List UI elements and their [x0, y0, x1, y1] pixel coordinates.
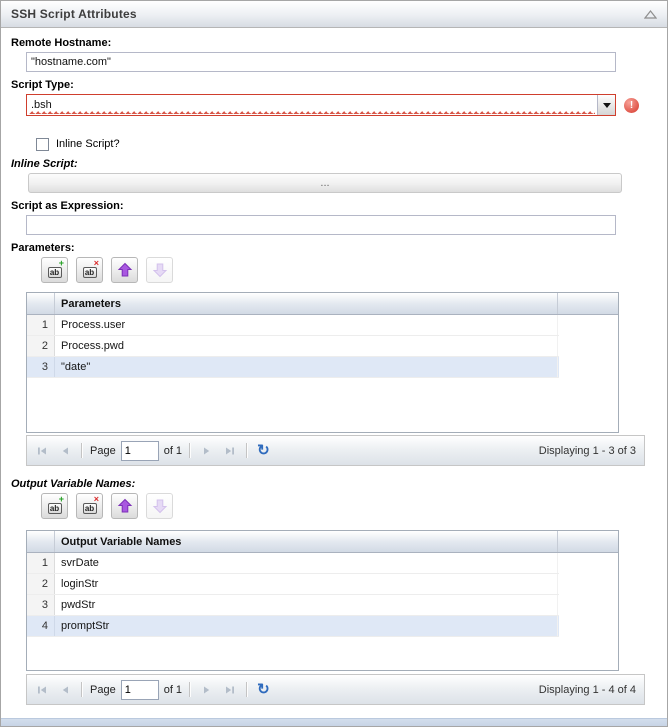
- arrow-up-icon: [117, 262, 133, 278]
- script-type-input[interactable]: [27, 95, 597, 115]
- dropdown-arrow-icon[interactable]: [597, 95, 615, 115]
- row-value: svrDate: [55, 553, 558, 573]
- paging-status: Displaying 1 - 3 of 3: [538, 444, 636, 457]
- toolbar-separator: [246, 682, 248, 697]
- next-page-button[interactable]: [198, 442, 216, 460]
- collapse-icon: [644, 10, 657, 19]
- table-row[interactable]: [27, 315, 559, 336]
- delete-x-icon: ×: [93, 258, 99, 268]
- row-value: Process.pwd: [55, 336, 558, 356]
- table-row[interactable]: [27, 595, 559, 616]
- toolbar-separator: [189, 443, 191, 458]
- table-row[interactable]: [27, 553, 559, 574]
- page-of-label: of 1: [163, 444, 183, 457]
- next-page-icon: [200, 683, 214, 697]
- header-filler: [558, 531, 618, 552]
- inline-script-checkbox-row: [36, 137, 657, 151]
- row-value: pwdStr: [55, 595, 558, 615]
- delete-output-variable-button[interactable]: [76, 493, 103, 519]
- row-value: Process.user: [55, 315, 558, 335]
- parameters-grid: [26, 292, 619, 433]
- text-item-icon: ab: [83, 267, 97, 278]
- add-parameter-button[interactable]: [41, 257, 68, 283]
- text-item-icon: ab: [83, 503, 97, 514]
- parameters-paging-toolbar: [26, 435, 645, 466]
- parameters-column-header[interactable]: Parameters: [55, 293, 558, 314]
- parameters-label: Parameters:: [11, 242, 75, 254]
- table-row[interactable]: [27, 574, 559, 595]
- add-plus-icon: +: [58, 494, 64, 504]
- invalid-field-icon: [624, 98, 639, 113]
- paging-status: Displaying 1 - 4 of 4: [538, 683, 636, 696]
- remote-hostname-label: Remote Hostname:: [11, 37, 112, 49]
- exclamation-glyph: !: [629, 99, 634, 111]
- prev-page-icon: [58, 444, 72, 458]
- add-plus-icon: +: [58, 258, 64, 268]
- script-as-expression-input[interactable]: [26, 215, 616, 235]
- parameters-grid-header: [27, 293, 618, 315]
- refresh-icon: ↻: [257, 680, 270, 698]
- output-variables-column-header[interactable]: Output Variable Names: [55, 531, 558, 552]
- inline-script-editor-button[interactable]: ...: [28, 173, 622, 193]
- text-item-icon: ab: [48, 503, 62, 514]
- move-parameter-up-button[interactable]: [111, 257, 138, 283]
- row-value: loginStr: [55, 574, 558, 594]
- table-row-selected[interactable]: [27, 616, 559, 637]
- row-number: 2: [27, 574, 55, 594]
- parameters-toolbar: [41, 257, 657, 283]
- output-variables-toolbar: [41, 493, 657, 519]
- refresh-icon: ↻: [257, 441, 270, 459]
- add-output-variable-button[interactable]: [41, 493, 68, 519]
- row-number-column-header: [27, 531, 55, 552]
- page-number-input[interactable]: [121, 441, 159, 461]
- row-value: promptStr: [55, 616, 558, 636]
- refresh-button[interactable]: [255, 441, 272, 459]
- move-output-variable-up-button[interactable]: [111, 493, 138, 519]
- panel-header: [1, 1, 667, 28]
- collapse-panel-button[interactable]: [644, 10, 657, 19]
- inline-script-checkbox[interactable]: [36, 138, 49, 151]
- toolbar-separator: [189, 682, 191, 697]
- last-page-button[interactable]: [221, 442, 239, 460]
- panel-title: SSH Script Attributes: [11, 7, 137, 21]
- header-filler: [558, 293, 618, 314]
- toolbar-separator: [81, 443, 83, 458]
- table-row-selected[interactable]: [27, 357, 559, 378]
- toolbar-separator: [81, 682, 83, 697]
- first-page-button[interactable]: [33, 442, 51, 460]
- prev-page-button[interactable]: [56, 442, 74, 460]
- row-number: 3: [27, 595, 55, 615]
- inline-script-checkbox-label: Inline Script?: [56, 138, 120, 150]
- script-type-row: [26, 94, 657, 116]
- next-page-button[interactable]: [198, 681, 216, 699]
- last-page-icon: [223, 683, 237, 697]
- page-number-input[interactable]: [121, 680, 159, 700]
- move-output-variable-down-button[interactable]: [146, 493, 173, 519]
- refresh-button[interactable]: [255, 680, 272, 698]
- move-parameter-down-button[interactable]: [146, 257, 173, 283]
- delete-parameter-button[interactable]: [76, 257, 103, 283]
- first-page-icon: [35, 444, 49, 458]
- next-page-icon: [200, 444, 214, 458]
- row-number: 1: [27, 315, 55, 335]
- page-of-label: of 1: [163, 683, 183, 696]
- script-as-expression-label: Script as Expression:: [11, 200, 124, 212]
- last-page-icon: [223, 444, 237, 458]
- inline-script-label: Inline Script:: [11, 158, 78, 170]
- row-number: 2: [27, 336, 55, 356]
- prev-page-button[interactable]: [56, 681, 74, 699]
- page-label: Page: [90, 683, 116, 696]
- toolbar-separator: [246, 443, 248, 458]
- row-number-column-header: [27, 293, 55, 314]
- row-number: 3: [27, 357, 55, 377]
- row-number: 1: [27, 553, 55, 573]
- remote-hostname-input[interactable]: [26, 52, 616, 72]
- table-row[interactable]: [27, 336, 559, 357]
- delete-x-icon: ×: [93, 494, 99, 504]
- panel-body: [1, 28, 667, 705]
- script-type-combobox[interactable]: [26, 94, 616, 116]
- script-type-label: Script Type:: [11, 79, 74, 91]
- prev-page-icon: [58, 683, 72, 697]
- panel-footer-strip: [1, 718, 667, 726]
- first-page-button[interactable]: [33, 681, 51, 699]
- arrow-up-icon: [117, 498, 133, 514]
- output-variable-names-label: Output Variable Names:: [11, 478, 136, 490]
- arrow-down-icon: [152, 498, 168, 514]
- text-item-icon: ab: [48, 267, 62, 278]
- output-variables-paging-toolbar: [26, 674, 645, 705]
- output-variables-grid: [26, 530, 619, 671]
- page-label: Page: [90, 444, 116, 457]
- arrow-down-icon: [152, 262, 168, 278]
- last-page-button[interactable]: [221, 681, 239, 699]
- row-number: 4: [27, 616, 55, 636]
- row-value: "date": [55, 357, 558, 377]
- first-page-icon: [35, 683, 49, 697]
- output-variables-grid-header: [27, 531, 618, 553]
